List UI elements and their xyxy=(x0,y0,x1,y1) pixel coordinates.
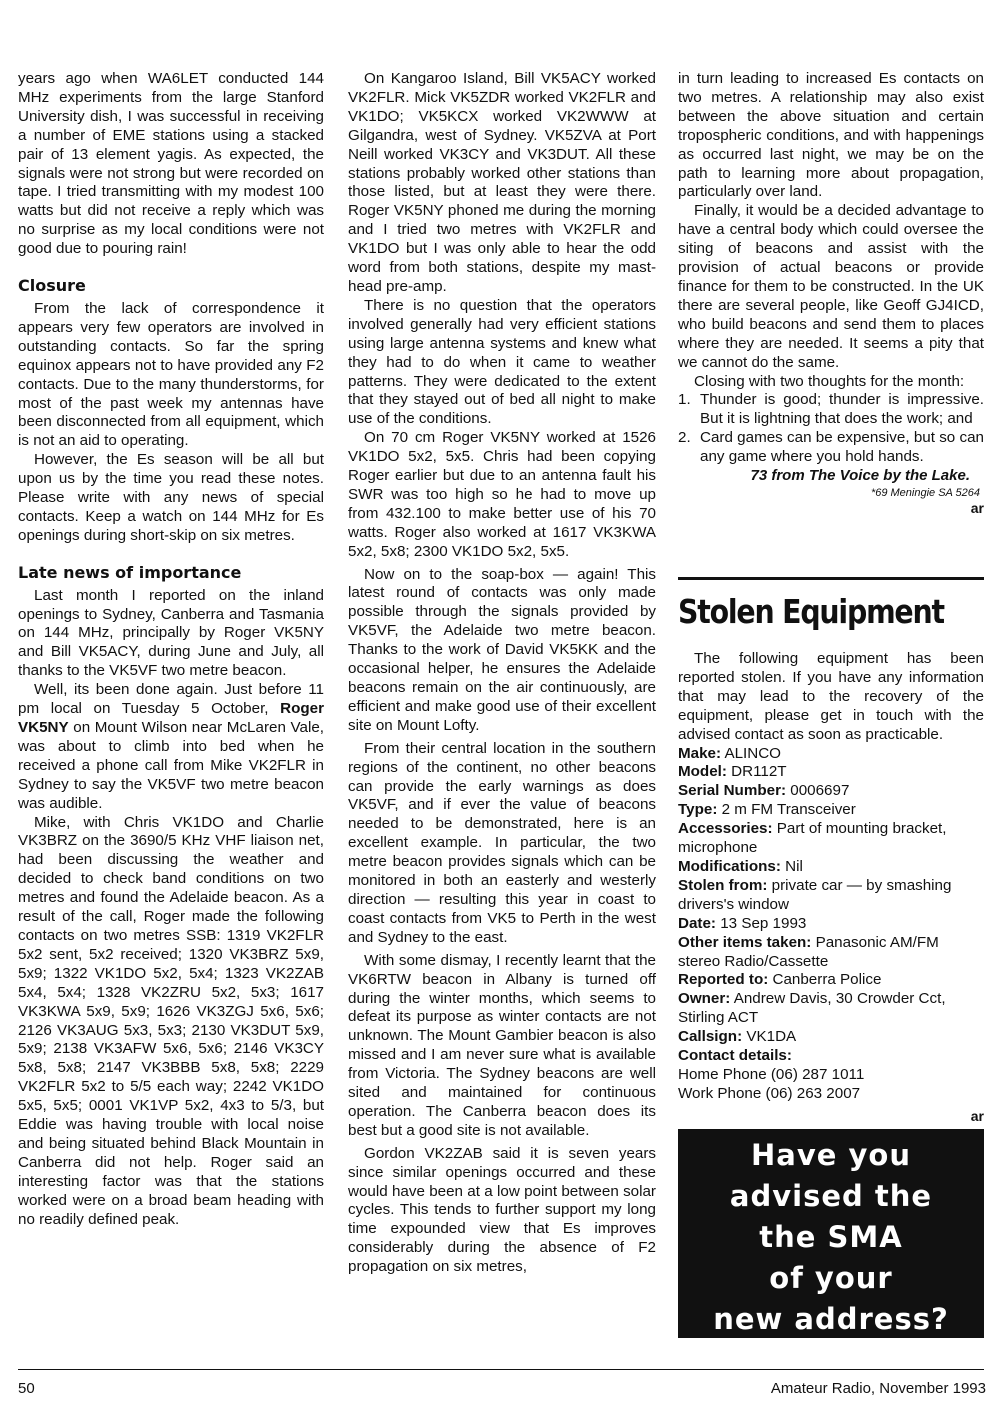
field-value: 2 m FM Transceiver xyxy=(717,801,856,819)
list-text: Thunder is good; thunder is impressive. But it is lightning that does the work; and xyxy=(700,391,984,428)
ad-line: advised the xyxy=(729,1179,933,1213)
ad-line: of your xyxy=(769,1261,893,1295)
field-label: Serial Number: xyxy=(678,782,787,800)
article-paragraph: With some dismay, I recently learnt that the VK6RTW beacon in Albany is turned off during the winter months, which seems to defeat its purpose as winter contacts are not unknown. The Mount Gambier beacon is also missed and I am never sure what is available from Victoria. The Sydney beacons are well sited and maintained for continuous operation. The Canberra beacon does its best but a good site is not available. xyxy=(348,951,656,1139)
field-contact-details xyxy=(678,1047,984,1066)
field-label: Reported to: xyxy=(678,971,769,989)
field-value: 13 Sep 1993 xyxy=(715,914,807,932)
field-value: Nil xyxy=(780,857,803,875)
field-label: Other items taken: xyxy=(678,933,812,951)
field-label: Make: xyxy=(678,744,722,762)
page-number: 50 xyxy=(18,1380,35,1397)
article-paragraph: Mike, with Chris VK1DO and Charlie VK3BRZ on the 3690/5 KHz VHF liaison net, had been discussing the weather and decided to check band conditions on two metres and found the Adelaide beacon. As a result of the call, Roger made the following contacts on two metres SSB: 1319 VK2FLR 5x2 sent, 5x2 received; 1320 VK3BRZ 5x9, 5x9; 1322 VK1DO 5x2, 5x4; 1323 VK2ZAB 5x4, 5x4; 1328 VK2ZRU 5x2, 5x3; 1617 VK3KWA 5x9, 5x9; 1626 VK3ZGJ 5x6, 5x6; 2126 VK3AUG 5x3, 5x3; 2130 VK3DUT 5x9, 5x9; 2138 VK3AFW 5x6, 5x6; 2146 VK3CY 5x8, 5x8; 2147 VK3BBB 5x8, 5x8; 2229 VK2FLR 5x2 to 5/5 each way; 2242 VK1DO 5x5, 5x5; 0001 VK1VP 5x2, 4x3 to 5/3, but Eddie was having trouble with local noise and being situated behind Black Mountain in Canberra did not help. Roger said an interesting factor was that the stations worked were on a broad beam heading with no readily defined peak. xyxy=(18,813,324,1228)
end-mark: ar xyxy=(970,1107,984,1124)
field-value: DR112T xyxy=(726,763,787,781)
work-phone: Work Phone (06) 263 2007 xyxy=(678,1084,861,1102)
text-run: Well, its been done again. Just before 11 pm local on Tuesday 5 October, xyxy=(18,681,324,718)
field-owner xyxy=(678,990,984,1028)
list-item xyxy=(678,391,984,429)
field-value: private car — by smashing drivers's window xyxy=(678,876,952,913)
field-label: Date: xyxy=(678,914,716,932)
field-value: 0006697 xyxy=(786,782,850,800)
ad-line: Have you xyxy=(751,1138,911,1172)
field-label: Model: xyxy=(678,763,727,781)
field-type xyxy=(678,801,984,820)
field-accessories xyxy=(678,820,984,858)
field-label: Callsign: xyxy=(678,1028,743,1046)
author-address: *69 Meningie SA 5264 xyxy=(870,486,980,499)
article-paragraph: However, the Es season will be all but upon us by the time you read these notes. Please write with any news of special contacts. Keep a watch on 144 MHz for Es openings during short-skip on six metres. xyxy=(18,451,324,544)
list-number: 2. xyxy=(678,429,691,447)
field-label: Owner: xyxy=(678,990,731,1008)
field-modifications xyxy=(678,858,984,877)
field-model xyxy=(678,763,984,782)
column-1 xyxy=(18,70,324,1229)
stolen-equipment-section xyxy=(678,650,984,1124)
field-other-items xyxy=(678,934,984,972)
article-paragraph: Closing with two thoughts for the month: xyxy=(694,372,965,390)
article-paragraph: From their central location in the southern regions of the continent, no other beacons can provide the early warnings as does VK5VF, and if ever the value of beacons needed to be demonstrated, here is an excellent example. In particular, the two metre beacon provides signals which can be monitored in both an easterly and westerly direction — resulting this year in coast to coast contacts from VK5 to Perth in the west and Sydney to the east. xyxy=(348,739,656,946)
article-paragraph: years ago when WA6LET conducted 144 MHz experiments from the large Stanford University dish, I was successful in receiving a number of EME stations using a stacked pair of 13 element yagis. As expected, the signals were not strong but were recorded on tape. I tried transmitting with my modest 100 watts but did not receive a reply which was no surprise as my local conditions were not good due to pouring rain! xyxy=(18,70,324,258)
section-heading-late-news: Late news of importance xyxy=(18,562,242,582)
field-label: Accessories: xyxy=(678,820,773,838)
field-value: Andrew Davis, 30 Crowder Cct, Stirling ACT xyxy=(678,990,946,1027)
ad-line: new address? xyxy=(713,1302,949,1336)
article-paragraph: From the lack of correspondence it appears very few operators are involved in outstanding contacts. So far the spring equinox appears not to have provided any F2 contacts. Due to the many thunderstorms, for most of the past week my antennas have been disconnected from all equipment, which is not an aid to operating. xyxy=(18,299,324,450)
field-make xyxy=(678,745,984,764)
field-value: VK1DA xyxy=(742,1028,797,1046)
field-label: Type: xyxy=(678,801,718,819)
list-number: 1. xyxy=(678,391,691,409)
field-stolen-from xyxy=(678,877,984,915)
article-paragraph: On 70 cm Roger VK5NY worked at 1526 VK1DO 5x2, 5x5. Chris had been copying Roger earlier but due to an antenna fault his SWR was too high so he had to move up from 432.100 to make better use of his 70 watts. Roger also worked at 1617 VK3KWA 5x2, 5x8; 2300 VK1DO 5x2, 5x5. xyxy=(348,429,656,560)
numbered-list xyxy=(678,391,984,467)
field-value: Canberra Police xyxy=(768,971,882,989)
bold-callsign: Roger VK5NY xyxy=(18,700,324,736)
field-label: Modifications: xyxy=(678,857,781,875)
field-value: ALINCO xyxy=(721,744,781,762)
field-label: Contact details: xyxy=(678,1047,792,1065)
list-item xyxy=(678,429,984,467)
article-paragraph: Gordon VK2ZAB said it is seven years since similar openings occurred and these would have been at a low point between solar cycles. This tends to further support my long time expounded view that Es improves considerably during the absence of F2 propagation on six metres, xyxy=(348,1144,656,1276)
article-paragraph: Now on to the soap-box — again! This latest round of contacts was only made possible through the signals provided by VK5VF, the Adelaide two metre beacon. Thanks to the work of David VK5KK and the occasional helper, he ensures the Adelaide beacons remain on the air continuously, are efficient and make good use of their excellent site on Mount Lofty. xyxy=(348,565,656,734)
footer-rule xyxy=(18,1369,984,1370)
field-value: Panasonic AM/FM stereo Radio/Cassette xyxy=(678,933,939,970)
article-paragraph xyxy=(18,681,324,813)
end-mark: ar xyxy=(970,499,984,516)
list-text: Card games can be expensive, but so can any game where you hold hands. xyxy=(700,429,984,466)
stolen-intro: The following equipment has been reported stolen. If you have any information that may lead to the recovery of the equipment, please get in touch with the advised contact as soon as practicable. xyxy=(678,650,984,743)
text-run: on Mount Wilson near McLaren Vale, was about to climb into bed when he received a phone call from Mike VK2FLR in Sydney to say the VK5VF two metre beacon was audible. xyxy=(18,719,324,812)
article-paragraph: Last month I reported on the inland openings to Sydney, Canberra and Tasmania on 144 MHz, principally by Roger VK5NY and Bill VK5ACY, during June and July, all thanks to the VK5VF two metre beacon. xyxy=(18,586,324,680)
column-2 xyxy=(348,70,656,1277)
magazine-issue: Amateur Radio, November 1993 xyxy=(770,1380,986,1397)
article-paragraph: There is no question that the operators involved generally had very efficient stations using large antenna systems and knew what they had to do when it came to weather patterns. They were dedicated to the extent that they stayed out of bed all night to make use of the conditions. xyxy=(348,296,656,428)
field-label: Stolen from: xyxy=(678,876,768,894)
section-divider xyxy=(678,577,984,580)
section-heading-closure: Closure xyxy=(18,276,86,296)
article-paragraph: On Kangaroo Island, Bill VK5ACY worked VK2FLR. Mick VK5ZDR worked VK2FLR and VK1DO; VK5KCX worked VK2WWW at Gilgandra, west of Sydney. VK5ZVA at Port Neill worked VK3CY and VK3DUT. All these stations probably worked other stations than those listed, but at least they were there. Roger VK5NY phoned me during the morning and I tried two metres with VK2FLR and VK1DO but I was only able to hear the odd word from both stations, despite my mast-head pre-amp. xyxy=(348,70,656,295)
address-change-ad xyxy=(678,1129,984,1338)
field-reported-to xyxy=(678,971,984,990)
field-callsign xyxy=(678,1028,984,1047)
signoff: 73 from The Voice by the Lake. xyxy=(750,467,970,485)
field-date xyxy=(678,915,984,934)
field-value: Part of mounting bracket, microphone xyxy=(678,820,947,857)
column-3 xyxy=(678,70,984,516)
ad-line: the SMA xyxy=(759,1220,903,1254)
article-paragraph: in turn leading to increased Es contacts on two metres. A relationship may also exist between the above situation and certain tropospheric conditions, and with happenings as occurred last night, we may be on the path to learning more about propagation, particularly over land. xyxy=(678,70,984,201)
stolen-equipment-title: Stolen Equipment xyxy=(678,592,944,631)
field-serial xyxy=(678,782,984,801)
home-phone: Home Phone (06) 287 1011 xyxy=(678,1065,865,1083)
article-paragraph: Finally, it would be a decided advantage to have a central body which could oversee the siting of beacons and assist with the provision of actual beacons or provide finance for them to be constructed. In the UK there are several people, like Geoff GJ4ICD, who build beacons and send them to places where they are needed. It seems a pity that we cannot do the same. xyxy=(678,202,984,371)
